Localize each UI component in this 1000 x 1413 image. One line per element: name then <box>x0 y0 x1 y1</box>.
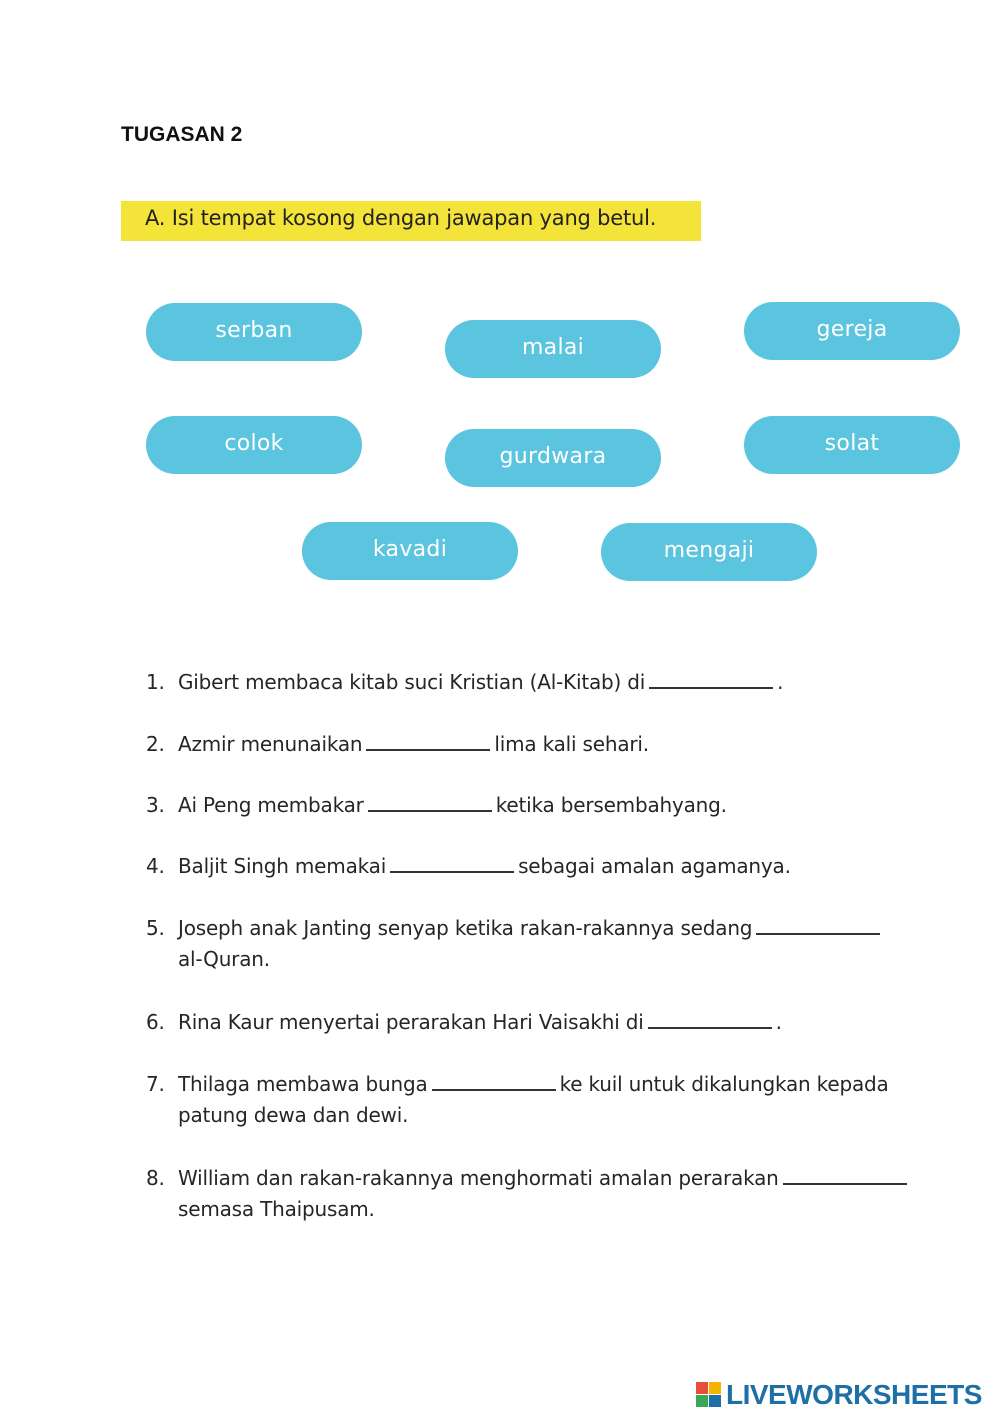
word-chip-colok[interactable]: colok <box>146 416 362 474</box>
word-chip-malai[interactable]: malai <box>445 320 661 378</box>
question-number: 1. <box>146 670 165 694</box>
question-2 <box>146 729 956 760</box>
question-text-after: ke kuil untuk dikalungkan kepada <box>559 1072 889 1096</box>
answer-blank-8[interactable] <box>783 1163 907 1185</box>
question-3 <box>146 790 956 821</box>
page-title: TUGASAN 2 <box>121 123 243 146</box>
question-text: Ai Peng membakar <box>178 793 364 817</box>
answer-blank-5[interactable] <box>756 913 880 935</box>
question-text-continued: patung dewa dan dewi. <box>178 1103 409 1127</box>
question-text: Azmir menunaikan <box>178 732 363 756</box>
answer-blank-7[interactable] <box>432 1069 556 1091</box>
brand-name: LIVEWORKSHEETS <box>726 1379 982 1410</box>
question-number: 5. <box>146 916 165 940</box>
question-4 <box>146 851 956 882</box>
answer-blank-1[interactable] <box>649 667 773 689</box>
question-1 <box>146 667 956 698</box>
question-number: 8. <box>146 1166 165 1190</box>
word-chip-solat[interactable]: solat <box>744 416 960 474</box>
question-number: 3. <box>146 793 165 817</box>
answer-blank-4[interactable] <box>390 851 514 873</box>
instruction-banner <box>121 201 701 241</box>
question-text: Thilaga membawa bunga <box>178 1072 428 1096</box>
answer-blank-6[interactable] <box>648 1007 772 1029</box>
question-text: Joseph anak Janting senyap ketika rakan-rakannya sedang <box>178 916 753 940</box>
question-5 <box>146 913 956 975</box>
answer-blank-3[interactable] <box>368 790 492 812</box>
word-chip-serban[interactable]: serban <box>146 303 362 361</box>
question-text-continued: al-Quran. <box>178 947 270 971</box>
question-8 <box>146 1163 956 1225</box>
word-chip-gereja[interactable]: gereja <box>744 302 960 360</box>
question-text-after: ketika bersembahyang. <box>495 793 727 817</box>
question-7 <box>146 1069 956 1131</box>
question-text: Baljit Singh memakai <box>178 854 387 878</box>
word-chip-gurdwara[interactable]: gurdwara <box>445 429 661 487</box>
question-text-continued: semasa Thaipusam. <box>178 1197 375 1221</box>
liveworksheets-logo-icon <box>696 1382 722 1408</box>
question-6 <box>146 1007 956 1038</box>
answer-blank-2[interactable] <box>366 729 490 751</box>
word-chip-mengaji[interactable]: mengaji <box>601 523 817 581</box>
question-text-after: sebagai amalan agamanya. <box>518 854 791 878</box>
question-text: Rina Kaur menyertai perarakan Hari Vaisakhi di <box>178 1010 644 1034</box>
instruction-text: A. Isi tempat kosong dengan jawapan yang betul. <box>145 206 657 230</box>
question-number: 7. <box>146 1072 165 1096</box>
question-text-after: lima kali sehari. <box>494 732 649 756</box>
word-chip-kavadi[interactable]: kavadi <box>302 522 518 580</box>
question-text: William dan rakan-rakannya menghormati amalan perarakan <box>178 1166 779 1190</box>
question-number: 2. <box>146 732 165 756</box>
question-text-after: . <box>777 670 784 694</box>
question-text: Gibert membaca kitab suci Kristian (Al-Kitab) di <box>178 670 646 694</box>
liveworksheets-logo[interactable] <box>696 1378 992 1412</box>
question-number: 6. <box>146 1010 165 1034</box>
question-number: 4. <box>146 854 165 878</box>
question-text-after: . <box>775 1010 782 1034</box>
